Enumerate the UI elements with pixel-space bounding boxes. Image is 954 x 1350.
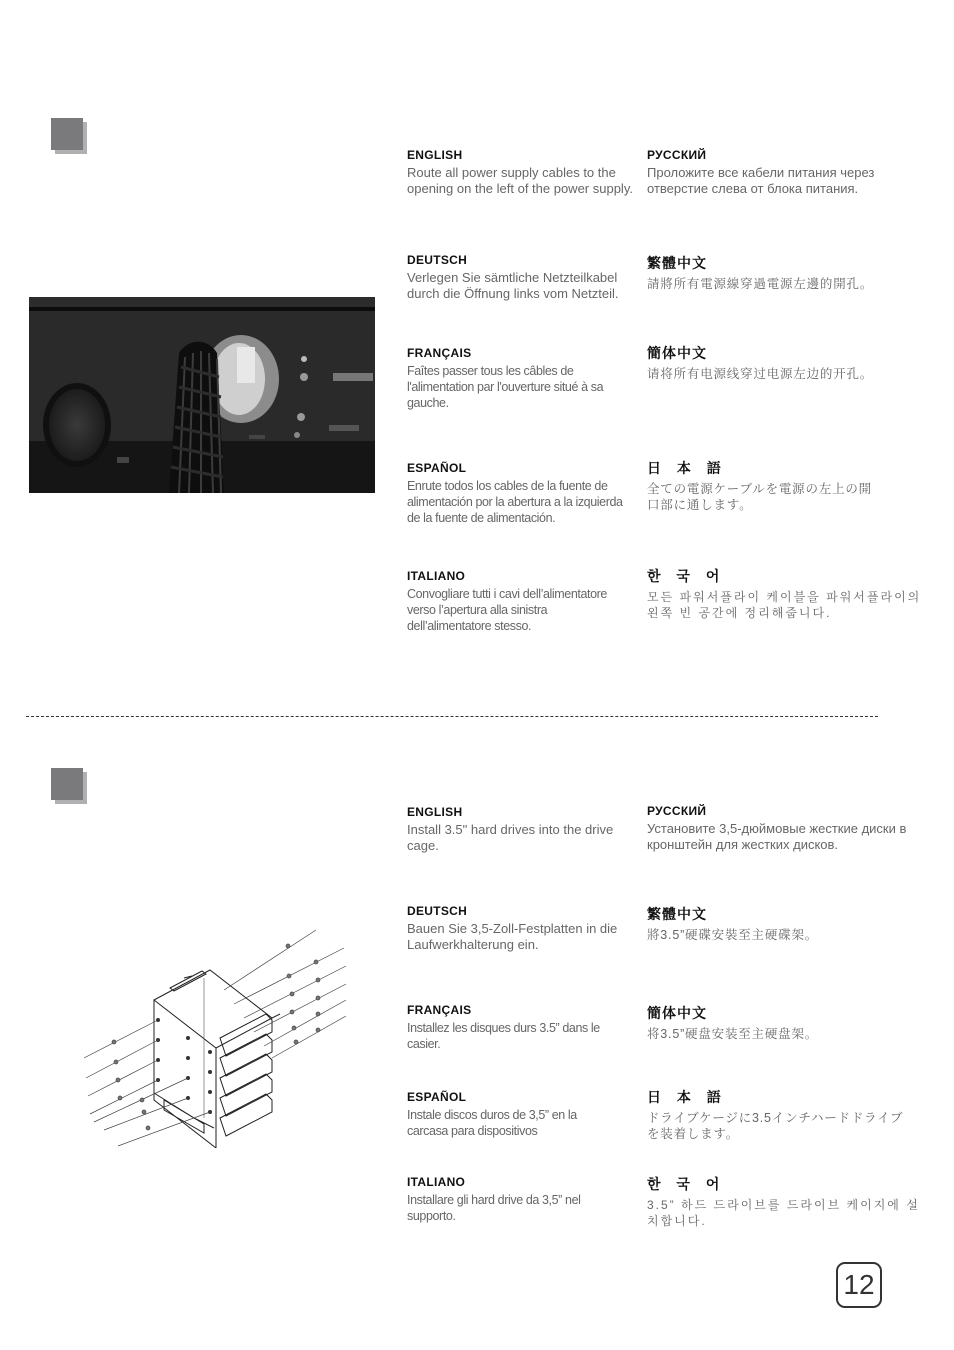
russian-instruction (647, 148, 897, 197)
psu-cable-routing-photo (29, 297, 375, 493)
step-2-marker (51, 768, 83, 800)
russian-instruction (647, 804, 932, 853)
language-title: DEUTSCH (407, 904, 468, 918)
italiano-instruction (407, 1175, 612, 1224)
korean-instruction (647, 566, 932, 621)
language-title: ITALIANO (407, 569, 466, 583)
instruction-text: 請將所有電源線穿過電源左邊的開孔。 (647, 277, 874, 291)
language-title: DEUTSCH (407, 253, 468, 267)
francais-instruction (407, 346, 617, 411)
espanol-instruction (407, 461, 632, 526)
japanese-instruction (647, 1087, 912, 1142)
instruction-text: Verlegen Sie sämtliche Netzteilkabel durch die Öffnung links vom Netzteil. (407, 270, 619, 301)
instruction-text: Convogliare tutti i cavi dell’alimentatore verso l’apertura alla sinistra dell’alimentatore stesso. (407, 587, 607, 633)
language-title: 日 本 語 (647, 1089, 727, 1105)
language-title: ITALIANO (407, 1175, 466, 1189)
trad-chinese-instruction (647, 904, 907, 943)
language-title: 簡体中文 (647, 345, 707, 361)
instruction-text: ドライブケージに3.5インチハードドライブを装着します。 (647, 1111, 904, 1141)
instruction-text: 將3.5”硬碟安裝至主硬碟架。 (647, 928, 819, 942)
language-title: ENGLISH (407, 148, 463, 162)
language-title: 한 국 어 (647, 568, 726, 584)
english-instruction (407, 805, 637, 854)
language-title: 繁體中文 (647, 255, 707, 271)
francais-instruction (407, 1003, 617, 1052)
instruction-text: 3.5” 하드 드라이브를 드라이브 케이지에 설치합니다. (647, 1198, 920, 1228)
language-title: РУССКИЙ (647, 804, 707, 818)
instruction-text: Enrute todos los cables de la fuente de alimentación por la abertura a la izquierda de la fuente de alimentación. (407, 479, 623, 525)
instruction-text: Faîtes passer tous les câbles de l'alimentation par l'ouverture situé à sa gauche. (407, 364, 604, 410)
language-title: FRANÇAIS (407, 346, 472, 360)
trad-chinese-instruction (647, 253, 907, 292)
language-title: 한 국 어 (647, 1176, 726, 1192)
instruction-text: 将3.5”硬盘安装至主硬盘架。 (647, 1027, 819, 1041)
deutsch-instruction (407, 253, 637, 302)
language-title: 簡体中文 (647, 1005, 707, 1021)
english-instruction (407, 148, 637, 197)
step-1-marker (51, 118, 83, 150)
instruction-text: Проложите все кабели питания через отверстие слева от блока питания. (647, 165, 875, 196)
simp-chinese-instruction (647, 343, 907, 382)
instruction-text: Installez les disques durs 3.5” dans le casier. (407, 1021, 600, 1051)
language-title: ENGLISH (407, 805, 463, 819)
instruction-text: Installare gli hard drive da 3,5” nel supporto. (407, 1193, 581, 1223)
instruction-text: Instale discos duros de 3,5” en la carcasa para dispositivos (407, 1108, 577, 1138)
japanese-instruction (647, 458, 872, 513)
instruction-text: Bauen Sie 3,5-Zoll-Festplatten in die Laufwerkhalterung ein. (407, 921, 618, 952)
language-title: ESPAÑOL (407, 1090, 467, 1104)
instruction-text: 全ての電源ケーブルを電源の左上の開口部に通します。 (647, 482, 872, 512)
korean-instruction (647, 1174, 932, 1229)
instruction-text: 请将所有电源线穿过电源左边的开孔。 (647, 367, 874, 381)
espanol-instruction (407, 1090, 607, 1139)
language-title: РУССКИЙ (647, 148, 707, 162)
drive-cage-installation-drawing (84, 918, 350, 1148)
instruction-text: 모든 파워서플라이 케이블을 파워서플라이의 왼쪽 빈 공간에 정리해줍니다. (647, 590, 922, 620)
instruction-text: Route all power supply cables to the opening on the left of the power supply. (407, 165, 633, 196)
language-title: 日 本 語 (647, 460, 727, 476)
simp-chinese-instruction (647, 1003, 907, 1042)
language-title: ESPAÑOL (407, 461, 467, 475)
language-title: 繁體中文 (647, 906, 707, 922)
italiano-instruction (407, 569, 632, 634)
instruction-text: Install 3.5" hard drives into the drive cage. (407, 822, 614, 853)
instruction-text: Установите 3,5-дюймовые жесткие диски в кронштейн для жестких дисков. (647, 821, 907, 852)
section-divider (26, 716, 878, 717)
deutsch-instruction (407, 904, 622, 953)
language-title: FRANÇAIS (407, 1003, 472, 1017)
page-number: 12 (836, 1262, 882, 1308)
